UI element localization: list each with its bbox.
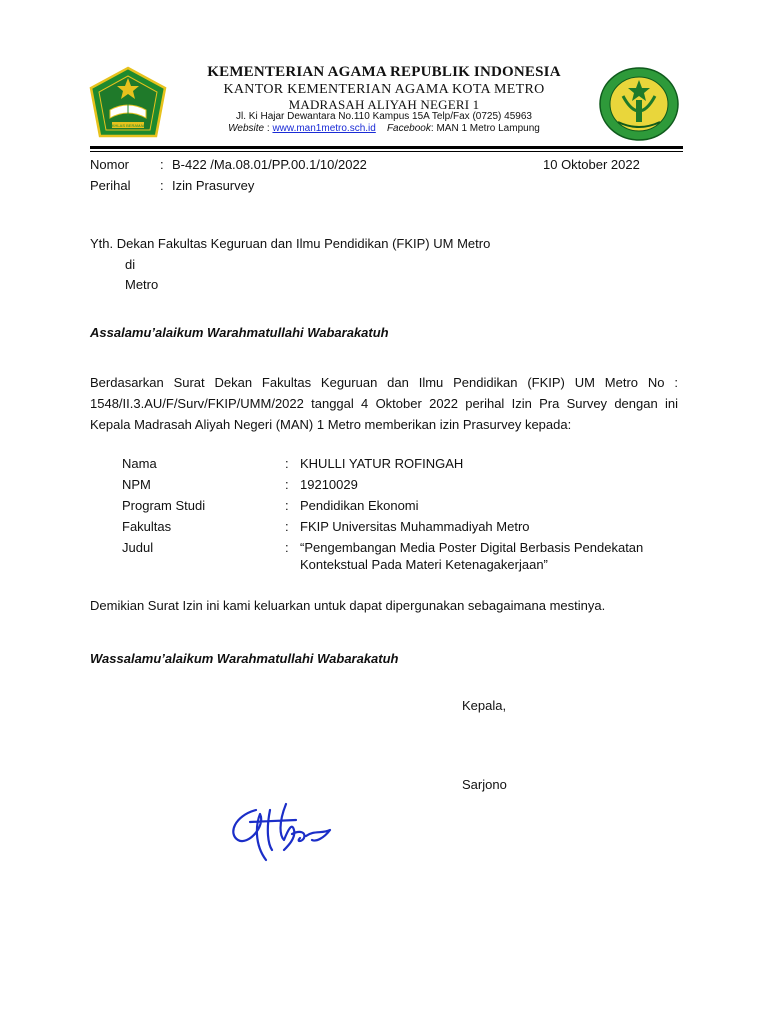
recipient-line-1: Yth. Dekan Fakultas Keguruan dan Ilmu Pendidikan (FKIP) UM Metro xyxy=(90,236,491,251)
closing-text: Demikian Surat Izin ini kami keluarkan untuk dapat dipergunakan sebagaimana mestinya. xyxy=(90,598,606,613)
recipient-line-2: di xyxy=(125,257,136,272)
detail-value: 19210029 xyxy=(300,477,358,492)
svg-text:IKHLAS BERAMAL: IKHLAS BERAMAL xyxy=(110,123,146,128)
detail-label: NPM xyxy=(122,477,151,492)
website-link[interactable]: www.man1metro.sch.id xyxy=(272,123,376,134)
detail-colon: : xyxy=(285,540,289,555)
detail-value-continued: Kontekstual Pada Materi Ketenagakerjaan” xyxy=(300,557,548,572)
nomor-colon: : xyxy=(160,157,164,172)
perihal-label: Perihal xyxy=(90,178,131,193)
detail-label: Judul xyxy=(122,540,154,555)
facebook-value: MAN 1 Metro Lampung xyxy=(436,123,540,134)
website-label: Website xyxy=(228,123,265,134)
detail-label: Program Studi xyxy=(122,498,206,513)
school-name: MADRASAH ALIYAH NEGERI 1 xyxy=(288,97,480,112)
body-paragraph xyxy=(90,372,678,435)
detail-label: Nama xyxy=(122,456,157,471)
body-line-3: Kepala Madrasah Aliyah Negeri (MAN) 1 Metro memberikan izin Prasurvey kepada: xyxy=(90,417,572,432)
detail-colon: : xyxy=(285,498,289,513)
detail-colon: : xyxy=(285,519,289,534)
detail-value: FKIP Universitas Muhammadiyah Metro xyxy=(300,519,530,534)
perihal-colon: : xyxy=(160,178,164,193)
kemenag-logo-icon xyxy=(88,66,168,138)
school-address: Jl. Ki Hajar Dewantara No.110 Kampus 15A Telp/Fax (0725) 45963 xyxy=(236,111,532,122)
signatory-title: Kepala, xyxy=(462,698,507,713)
nomor-value: B-422 /Ma.08.01/PP.00.1/10/2022 xyxy=(172,157,367,172)
office-name: KANTOR KEMENTERIAN AGAMA KOTA METRO xyxy=(223,82,545,97)
detail-value: Pendidikan Ekonomi xyxy=(300,498,419,513)
perihal-value: Izin Prasurvey xyxy=(172,178,255,193)
nomor-label: Nomor xyxy=(90,157,130,172)
detail-value: KHULLI YATUR ROFINGAH xyxy=(300,456,464,471)
body-line-1: Berdasarkan Surat Dekan Fakultas Keguruan dan Ilmu Pendidikan (FKIP) UM Metro No : xyxy=(90,375,678,390)
closing-greeting: Wassalamu’alaikum Warahmatullahi Wabarakatuh xyxy=(90,651,399,666)
detail-colon: : xyxy=(285,477,289,492)
signatory-name: Sarjono xyxy=(462,777,507,792)
header-rule-thick xyxy=(90,146,683,149)
detail-colon: : xyxy=(285,456,289,471)
letter-date: 10 Oktober 2022 xyxy=(543,157,640,172)
recipient-line-3: Metro xyxy=(125,277,159,292)
detail-label: Fakultas xyxy=(122,519,172,534)
detail-value: “Pengembangan Media Poster Digital Berbasis Pendekatan xyxy=(300,540,644,555)
contact-line: Website : www.man1metro.sch.id Facebook: MAN 1 Metro Lampung xyxy=(228,123,540,134)
opening-greeting: Assalamu’alaikum Warahmatullahi Wabarakatuh xyxy=(90,325,389,340)
ministry-name: KEMENTERIAN AGAMA REPUBLIK INDONESIA xyxy=(207,64,561,80)
header-rule-thin xyxy=(90,151,683,152)
school-logo-icon xyxy=(598,66,680,142)
body-line-2: 1548/II.3.AU/F/Surv/FKIP/UMM/2022 tanggal 4 Oktober 2022 perihal Izin Pra Survey dengan ini xyxy=(90,396,678,411)
facebook-label: Facebook xyxy=(386,123,431,134)
handwritten-signature-icon xyxy=(226,800,336,866)
